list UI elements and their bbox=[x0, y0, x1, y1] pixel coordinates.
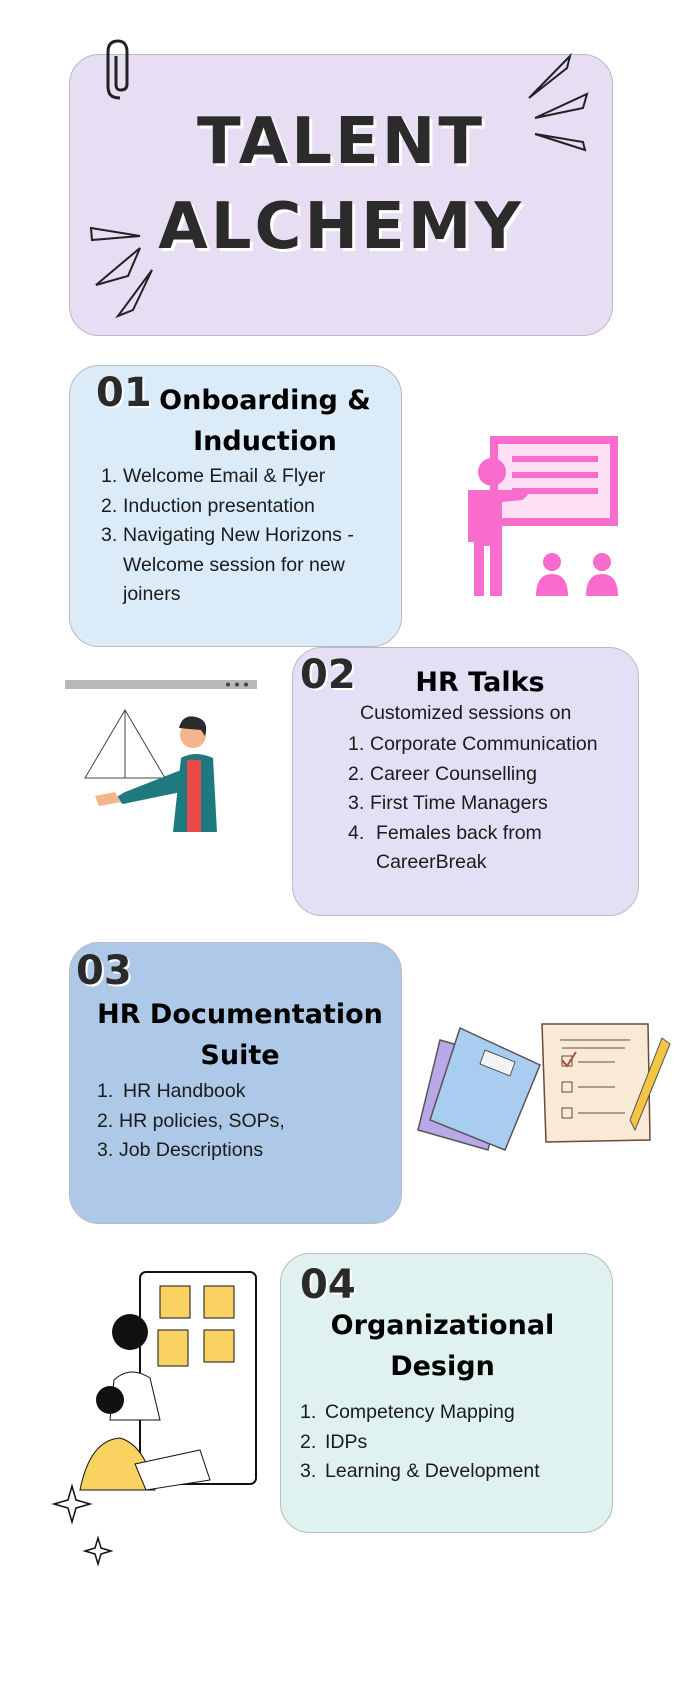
title-line: Onboarding & bbox=[159, 385, 371, 416]
list-item: 3. Navigating New Horizons - Welcome session for new joiners bbox=[101, 524, 354, 605]
section-title bbox=[300, 1305, 585, 1387]
section-list bbox=[101, 462, 391, 610]
section-number: 02 bbox=[300, 652, 356, 698]
list-item: 3. First Time Managers bbox=[348, 792, 548, 814]
title-line: HR Documentation bbox=[97, 999, 383, 1030]
list-item: 2. Induction presentation bbox=[101, 494, 315, 517]
list-item: 1. Welcome Email & Flyer bbox=[101, 465, 326, 487]
title-line: Design bbox=[390, 1351, 495, 1382]
list-item: 3. Learning & Development bbox=[300, 1460, 540, 1482]
title-line: Organizational bbox=[330, 1310, 555, 1341]
section-title bbox=[80, 994, 400, 1076]
section-intro: Customized sessions on bbox=[360, 702, 572, 724]
paperclip-icon bbox=[100, 38, 140, 104]
title-line-2: ALCHEMY bbox=[158, 190, 524, 264]
sparkle-lines-icon bbox=[88, 220, 158, 320]
section-list bbox=[97, 1077, 387, 1166]
puzzle-team-illustration bbox=[50, 1270, 260, 1570]
notebooks-checklist-illustration bbox=[410, 1020, 675, 1170]
sparkle-lines-icon bbox=[525, 52, 595, 152]
section-title bbox=[150, 380, 380, 462]
title-line: Suite bbox=[200, 1040, 280, 1071]
list-item: 1. Corporate Communication bbox=[348, 733, 598, 755]
list-item: 2. IDPs bbox=[300, 1430, 368, 1453]
title-line: Induction bbox=[193, 426, 337, 457]
list-item: 4. Females back from CareerBreak bbox=[348, 821, 542, 873]
list-item: 1. HR Handbook bbox=[97, 1080, 246, 1102]
list-item: 2. HR policies, SOPs, bbox=[97, 1109, 285, 1132]
section-list bbox=[300, 1398, 600, 1487]
section-number: 01 bbox=[96, 370, 152, 416]
list-item: 3. Job Descriptions bbox=[97, 1139, 264, 1161]
section-number: 03 bbox=[76, 948, 132, 994]
online-teacher-illustration bbox=[65, 680, 260, 840]
section-title: HR Talks bbox=[415, 667, 545, 698]
list-item: 2. Career Counselling bbox=[348, 762, 537, 785]
list-item: 1. Competency Mapping bbox=[300, 1401, 515, 1423]
section-number: 04 bbox=[300, 1262, 356, 1308]
section-list bbox=[348, 730, 633, 878]
title-line-1: TALENT bbox=[197, 105, 485, 179]
presenter-icon bbox=[462, 432, 622, 600]
